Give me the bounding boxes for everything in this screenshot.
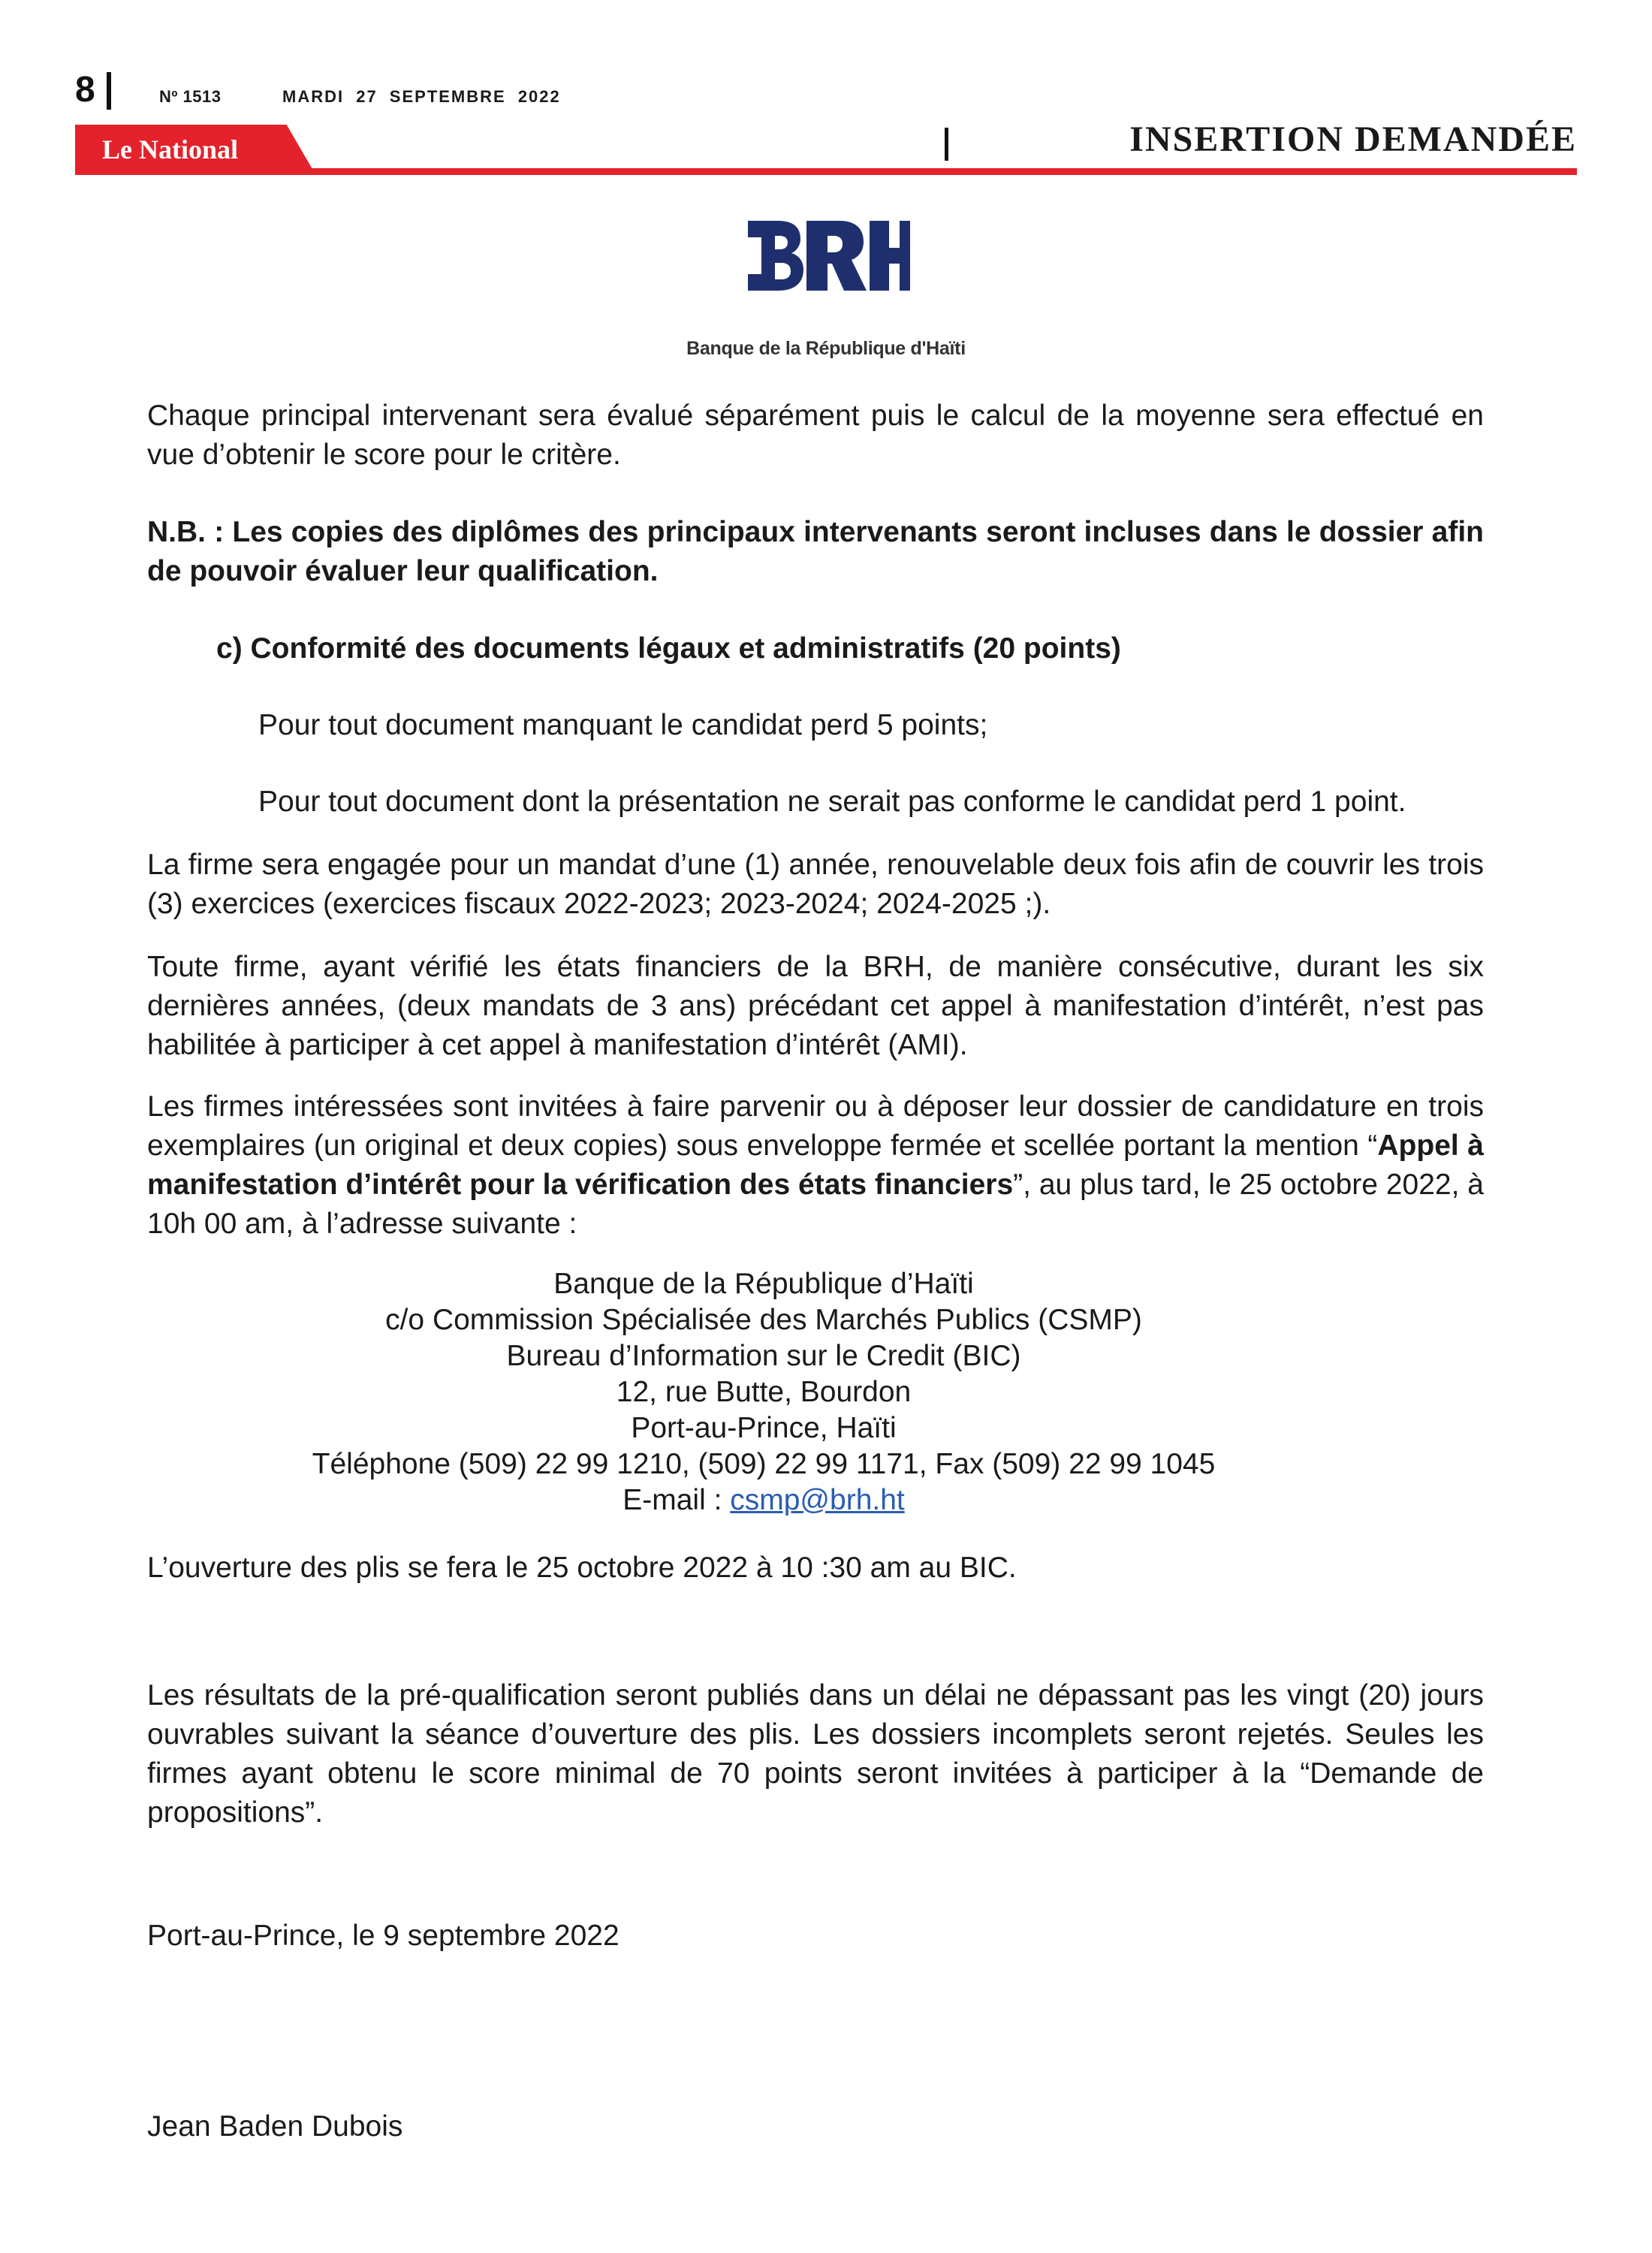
paragraph-results: Les résultats de la pré-qualification seront publiés dans un délai ne dépassant pas les vingt (20) jours ouvrables suivant la séance d’ouverture des plis. Les dossiers incomplets seront rejetés. Seules les firmes ayant obtenu le score minimal de 70 points seront invitées à participer à la “Demande de propositions”. (147, 1679, 1484, 1829)
note-diplomas: N.B. : Les copies des diplômes des principaux intervenants seront incluses dans le dossier afin de pouvoir évaluer leur qualification. (147, 516, 1484, 587)
rule-nonconforming-document: Pour tout document dont la présentation ne serait pas conforme le candidat perd 1 point. (258, 786, 1406, 818)
address-line-commission: c/o Commission Spécialisée des Marchés Publics (CSMP) (385, 1304, 1142, 1336)
brh-logo (676, 203, 976, 368)
address-line-phone: Téléphone (509) 22 99 1210, (509) 22 99 1171, Fax (509) 22 99 1045 (312, 1448, 1216, 1480)
address-line-bank: Banque de la République d’Haïti (553, 1268, 974, 1300)
criterion-c-title: c) Conformité des documents légaux et administratifs (20 points) (216, 632, 1121, 665)
place-and-date: Port-au-Prince, le 9 septembre 2022 (147, 1920, 620, 1952)
submission-mention: Appel à manifestation d’intérêt pour la vérification des états financiers (147, 1130, 1484, 1201)
address-line-city: Port-au-Prince, Haïti (631, 1412, 897, 1444)
issue-number: Nº 1513 (159, 87, 222, 106)
paragraph-opening: L’ouverture des plis se fera le 25 octobre 2022 à 10 :30 am au BIC. (147, 1552, 1017, 1584)
issue-date: MARDI 27 SEPTEMBRE 2022 (282, 87, 561, 106)
paragraph-submission (147, 1087, 1484, 1244)
address-line-email (147, 1482, 1380, 1519)
address-line-street: 12, rue Butte, Bourdon (616, 1376, 912, 1408)
submission-text-end: ”, au plus tard, le 25 octobre 2022, à 10h 00 am, à l’adresse suivante : (147, 1169, 1484, 1240)
paragraph-evaluation: Chaque principal intervenant sera évalué séparément puis le calcul de la moyenne sera effectué en vue d’obtenir le score pour le critère. (147, 400, 1484, 471)
address-line-bureau: Bureau d’Information sur le Credit (BIC) (506, 1340, 1021, 1372)
header-divider (945, 128, 948, 161)
address-block (147, 1266, 1380, 1519)
submission-text-start: Les firmes intéressées sont invitées à faire parvenir ou à déposer leur dossier de candidature en trois exemplaires (un original et deux copies) sous enveloppe fermée et scellée portant la mention “ (147, 1090, 1484, 1162)
signatory-name: Jean Baden Dubois (147, 2110, 403, 2143)
email-label: E-mail : (623, 1484, 731, 1516)
paragraph-exclusion: Toute firme, ayant vérifié les états financiers de la BRH, de manière consécutive, durant les six dernières années, (deux mandats de 3 ans) précédant cet appel à manifestation d’intérêt, n’est pas habilitée à participer à cet appel à manifestation d’intérêt (AMI). (147, 951, 1484, 1061)
paragraph-mandate: La firme sera engagée pour un mandat d’une (1) année, renouvelable deux fois afin de couvrir les trois (3) exercices (exercices fiscaux 2022-2023; 2023-2024; 2024-2025 ;). (147, 849, 1484, 920)
page-number-divider (107, 72, 111, 110)
newspaper-brand: Le National (102, 134, 239, 164)
logo-caption: Banque de la République d'Haïti (686, 338, 966, 359)
rule-missing-document: Pour tout document manquant le candidat perd 5 points; (258, 709, 988, 741)
header-red-rule (75, 168, 1577, 175)
page-number: 8 (75, 70, 95, 110)
section-title: INSERTION DEMANDÉE (1129, 119, 1577, 159)
email-link[interactable]: csmp@brh.ht (730, 1484, 905, 1516)
brh-logo-mark (736, 210, 916, 315)
